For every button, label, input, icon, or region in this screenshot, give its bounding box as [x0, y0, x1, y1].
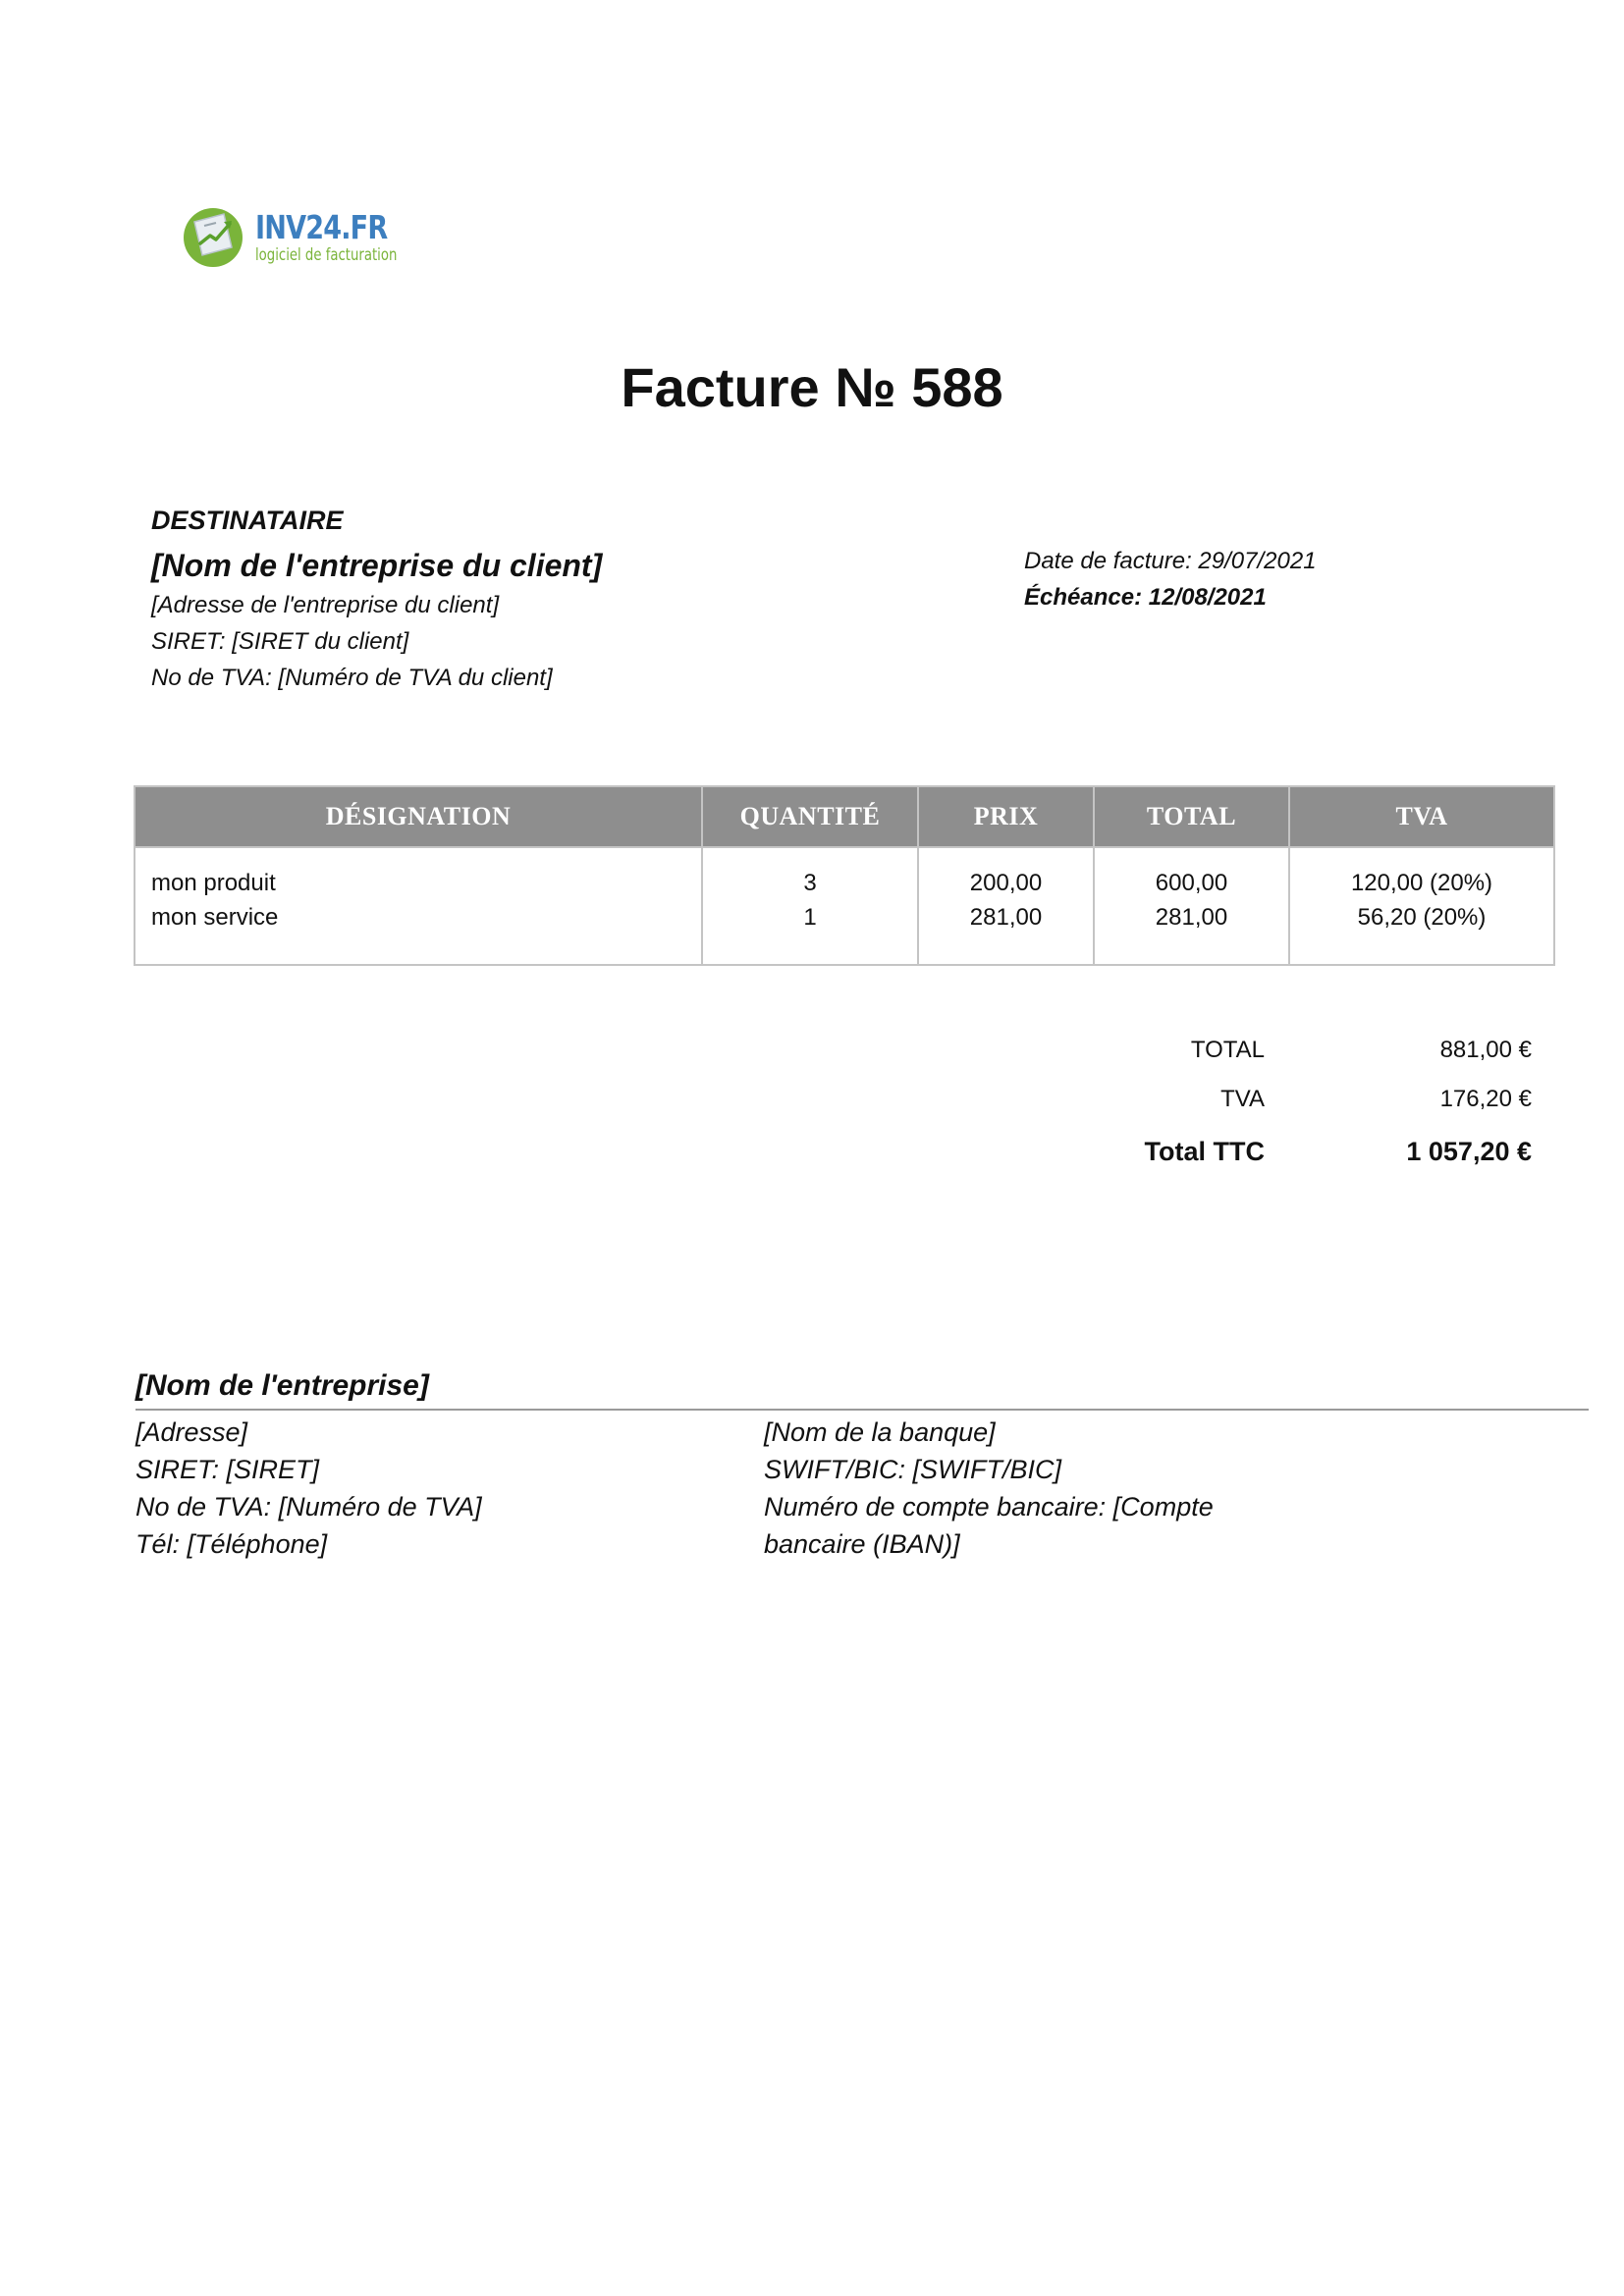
row-designation: mon service: [151, 904, 279, 931]
header-quantity: QUANTITÉ: [702, 786, 918, 847]
recipient-block: [151, 501, 839, 696]
invoice-title: Facture № 588: [621, 356, 1003, 418]
row-total: 281,00: [1155, 904, 1228, 931]
total-label: TOTAL: [1190, 1037, 1265, 1063]
logo-badge-icon: [181, 200, 249, 269]
header-tva: TVA: [1289, 786, 1554, 847]
header-total: TOTAL: [1094, 786, 1289, 847]
tva-label: TVA: [1220, 1086, 1265, 1112]
table-header-row: [135, 786, 1554, 847]
row-price: 281,00: [969, 904, 1043, 931]
bank-swift: SWIFT/BIC: [SWIFT/BIC]: [764, 1455, 1061, 1484]
bank-name: [Nom de la banque]: [764, 1417, 996, 1447]
totals-table: [1080, 1026, 1532, 1179]
company-phone: Tél: [Téléphone]: [135, 1529, 328, 1559]
ttc-label: Total TTC: [1144, 1136, 1265, 1166]
company-siret: SIRET: [SIRET]: [135, 1455, 320, 1484]
row-total: 600,00: [1155, 870, 1228, 896]
items-table: [134, 785, 1555, 966]
price-cell: [918, 847, 1094, 965]
row-quantity: 3: [803, 870, 817, 896]
row-designation: mon produit: [151, 870, 276, 896]
due-date: Échéance: 12/08/2021: [1024, 584, 1267, 611]
row-tva: 120,00 (20%): [1350, 870, 1493, 896]
total-value: 881,00 €: [1439, 1037, 1532, 1063]
recipient-siret: SIRET: [SIRET du client]: [151, 628, 409, 655]
row-quantity: 1: [803, 904, 817, 931]
company-divider: [135, 1409, 1589, 1411]
ttc-value: 1 057,20 €: [1406, 1136, 1532, 1166]
header-price: PRIX: [918, 786, 1094, 847]
logo-subtitle: logiciel de facturation: [255, 245, 398, 265]
recipient-label: DESTINATAIRE: [151, 506, 344, 535]
company-details: [135, 1414, 725, 1563]
tva-cell: [1289, 847, 1554, 965]
designation-cell: [135, 847, 702, 965]
tva-value: 176,20 €: [1439, 1086, 1532, 1112]
invoice-date: Date de facture: 29/07/2021: [1024, 548, 1317, 574]
logo-title: INV24.FR: [255, 208, 388, 246]
invoice-dates: [1024, 543, 1515, 615]
company-logo: [181, 196, 397, 275]
quantity-cell: [702, 847, 918, 965]
total-cell: [1094, 847, 1289, 965]
bank-details: [764, 1414, 1314, 1563]
recipient-name: [Nom de l'entreprise du client]: [151, 548, 603, 583]
row-tva: 56,20 (20%): [1357, 904, 1487, 931]
company-name: [Nom de l'entreprise]: [135, 1369, 429, 1402]
bank-account-line-1: Numéro de compte bancaire: [Compte: [764, 1492, 1214, 1522]
bank-account-line-2: bancaire (IBAN)]: [764, 1529, 960, 1559]
row-price: 200,00: [969, 870, 1043, 896]
company-vat: No de TVA: [Numéro de TVA]: [135, 1492, 482, 1522]
header-designation: DÉSIGNATION: [135, 786, 702, 847]
company-address: [Adresse]: [135, 1417, 248, 1447]
table-row: [135, 847, 1554, 965]
recipient-vat: No de TVA: [Numéro de TVA du client]: [151, 665, 553, 691]
totals-row-ttc: [1080, 1124, 1532, 1179]
totals-row-total: [1080, 1026, 1532, 1075]
recipient-address: [Adresse de l'entreprise du client]: [151, 592, 500, 618]
totals-row-tva: [1080, 1075, 1532, 1124]
